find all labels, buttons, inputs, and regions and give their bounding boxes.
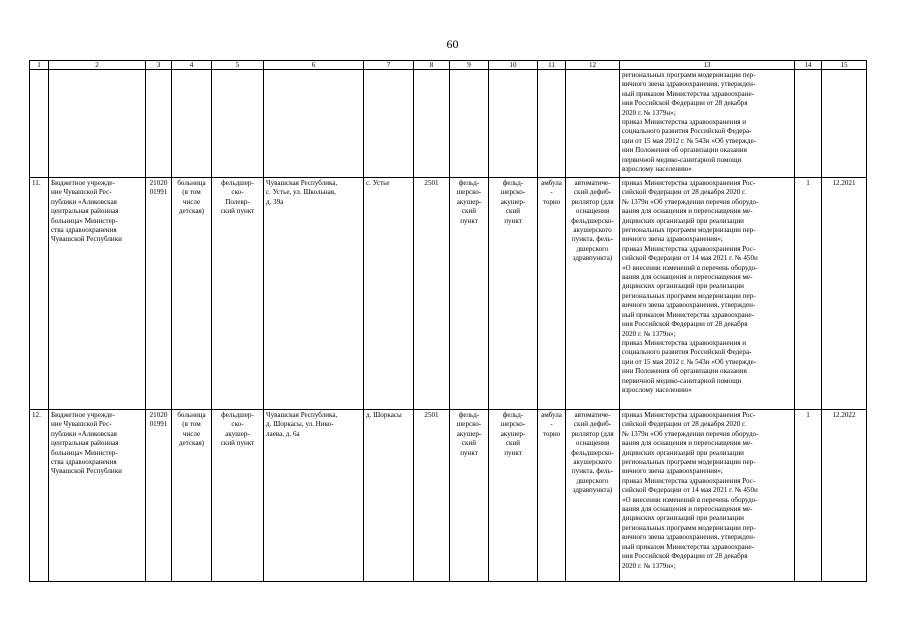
- organization-cell: [49, 70, 146, 178]
- qty-cell: [795, 70, 822, 178]
- organization-cell: Бюджетное учрежде- ние Чувашской Рес- публики «Аликовская центральная районная больница» Министер- ства здравоохранения Чувашской Республики: [49, 410, 146, 582]
- basis-cell: приказ Министерства здравоохранения Рос- сийской Федерации от 28 декабря 2020 г. № 1379н «Об утверждении перечня оборудо- вания для оснащения и переоснащения ме- дицинских организаций при реализации региональных программ модернизации пер- вичного звена здравоохранения»; приказ Министерства здравоохранения Рос- сийской Федерации от 14 мая 2021 г. № 450н «О внесении изменений в перечень оборудо- вания для оснащения и переоснащения ме- дицинских организаций при реализации региональных программ модернизации пер- вичного звена здравоохранения, утвержден- ный приказом Министерства здравоохране- ния Российской Федерации от 28 декабря 2020 г. № 1379н»;: [620, 410, 795, 582]
- col11-cell: [538, 70, 566, 178]
- qty-cell: 1: [795, 410, 822, 582]
- column-header: 5: [212, 61, 264, 70]
- col10-cell: [489, 70, 538, 178]
- col9-cell: фельд- шерско- акушер- ский пункт: [450, 178, 489, 410]
- column-header: 6: [264, 61, 364, 70]
- unit-cell: фельдшер- ско- Полевр- ский пункт: [212, 178, 264, 410]
- column-number-row: [30, 61, 867, 70]
- equipment-cell: автоматиче- ский дефиб- риллятор (для оснащения фельдшерско- акушерского пункта, фель- дшерского здравпункта): [566, 410, 620, 582]
- settlement-cell: д. Шоркасы: [364, 410, 414, 582]
- date-cell: 12.2022: [822, 410, 867, 582]
- column-header: 1: [30, 61, 49, 70]
- column-header: 15: [822, 61, 867, 70]
- address-cell: Чувашская Республика, с. Устье, ул. Школьная, д. 39а: [264, 178, 364, 410]
- column-header: 8: [414, 61, 450, 70]
- column-header: 11: [538, 61, 566, 70]
- unit-cell: фельдшер- ско- акушер- ский пункт: [212, 410, 264, 582]
- col8-cell: 2501: [414, 410, 450, 582]
- row-number: 11.: [30, 178, 49, 410]
- type-cell: [172, 70, 212, 178]
- column-header: 9: [450, 61, 489, 70]
- page-number: 60: [446, 37, 459, 51]
- col11-cell: амбула- торно: [538, 410, 566, 582]
- equipment-table: [29, 60, 867, 582]
- col10-cell: фельд- шерско- акушер- ский пункт: [489, 178, 538, 410]
- column-header: 7: [364, 61, 414, 70]
- column-header: 13: [620, 61, 795, 70]
- code-cell: [146, 70, 172, 178]
- address-cell: [264, 70, 364, 178]
- unit-cell: [212, 70, 264, 178]
- basis-cell: приказ Министерства здравоохранения Рос- сийской Федерации от 28 декабря 2020 г. № 1379н «Об утверждении перечня оборудо- вания для оснащения и переоснащения ме- дицинских организаций при реализации региональных программ модернизации пер- вичного звена здравоохранения»; приказ Министерства здравоохранения Рос- сийской Федерации от 14 мая 2021 г. № 450н «О внесении изменений в перечень оборудо- вания для оснащения и переоснащения ме- дицинских организаций при реализации региональных программ модернизации пер- вичного звена здравоохранения, утвержден- ный приказом Министерства здравоохране- ния Российской Федерации от 28 декабря 2020 г. № 1379н»; приказ Министерства здравоохранения и социального развития Российской Федера- ции от 15 мая 2012 г. № 543н «Об утвержде- нии Положения об организации оказания первичной медико-санитарной помощи взрослому населению»: [620, 178, 795, 410]
- col11-cell: амбула- торно: [538, 178, 566, 410]
- column-header: 2: [49, 61, 146, 70]
- col10-cell: фельд- шерско- акушер- ский пункт: [489, 410, 538, 582]
- column-header: 4: [172, 61, 212, 70]
- equipment-cell: [566, 70, 620, 178]
- basis-cell: региональных программ модернизации пер- вичного звена здравоохранения, утвержден- ный приказом Министерства здравоохране- ния Российской Федерации от 28 декабря 2020 г. № 1379н»; приказ Министерства здравоохранения и социального развития Российской Федера- ции от 15 мая 2012 г. № 543н «Об утвержде- нии Положения об организации оказания первичной медико-санитарной помощи взрослому населению»: [620, 70, 795, 178]
- address-cell: Чувашская Республика, д. Шоркасы, ул. Нико- лаева, д. 6а: [264, 410, 364, 582]
- date-cell: 12.2021: [822, 178, 867, 410]
- col8-cell: [414, 70, 450, 178]
- organization-cell: Бюджетное учрежде- ние Чувашской Рес- публики «Аликовская центральная районная больница» Министер- ства здравоохранения Чувашской Республики: [49, 178, 146, 410]
- column-header: 12: [566, 61, 620, 70]
- qty-cell: 1: [795, 178, 822, 410]
- equipment-cell: автоматиче- ский дефиб- риллятор (для оснащения фельдшерско- акушерского пункта, фель- дшерского здравпункта): [566, 178, 620, 410]
- column-header: 10: [489, 61, 538, 70]
- date-cell: [822, 70, 867, 178]
- column-header: 14: [795, 61, 822, 70]
- settlement-cell: [364, 70, 414, 178]
- code-cell: 21020 01991: [146, 410, 172, 582]
- row-number: 12.: [30, 410, 49, 582]
- col9-cell: [450, 70, 489, 178]
- code-cell: 21020 01991: [146, 178, 172, 410]
- table-row: [30, 178, 867, 410]
- type-cell: больница (в том числе детская): [172, 410, 212, 582]
- type-cell: больница (в том числе детская): [172, 178, 212, 410]
- row-number: [30, 70, 49, 178]
- settlement-cell: с. Устье: [364, 178, 414, 410]
- col8-cell: 2501: [414, 178, 450, 410]
- column-header: 3: [146, 61, 172, 70]
- table-row: [30, 70, 867, 178]
- table-row: [30, 410, 867, 582]
- col9-cell: фельд- шерско- акушер- ский пункт: [450, 410, 489, 582]
